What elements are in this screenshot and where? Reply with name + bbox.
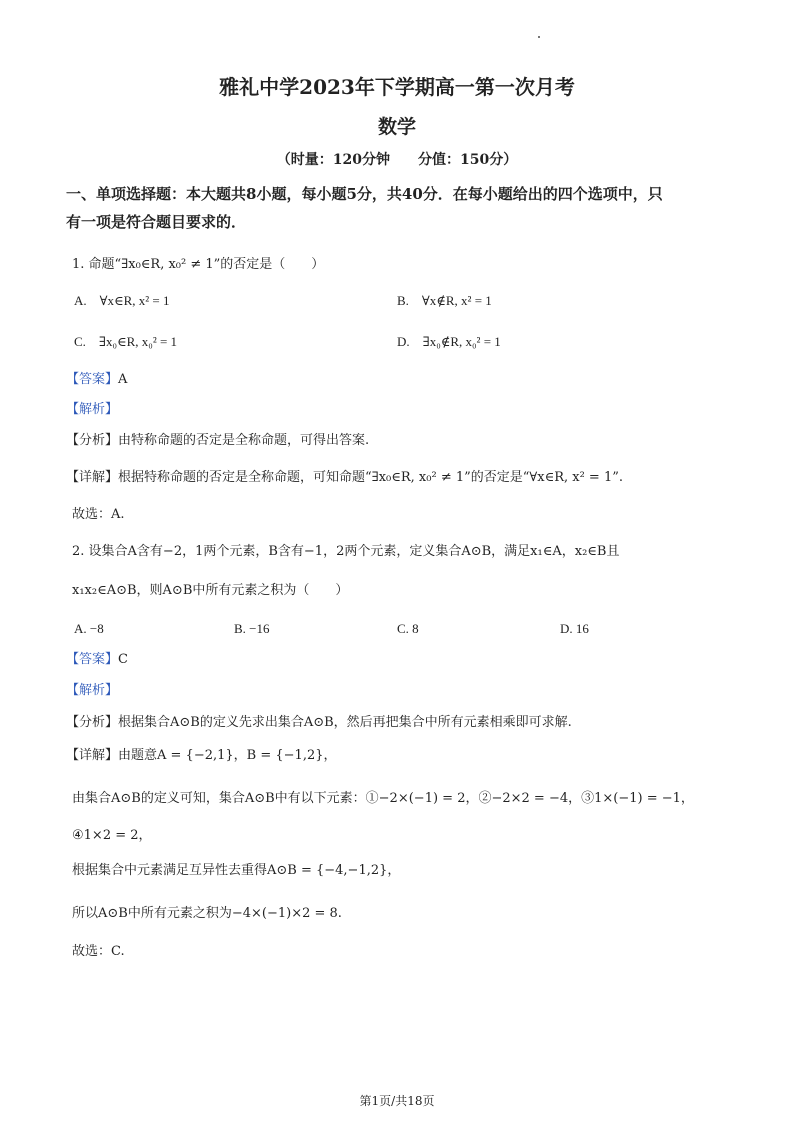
q2-option-a: A. −8 [74,621,104,636]
q1-answer-value: A [118,372,128,387]
section-heading-line1: 一、单项选择题：本大题共8小题，每小题5分，共40分．在每小题给出的四个选项中，只 [66,185,663,203]
q1-detail-text: 根据特称命题的否定是全称命题，可知命题“∃x₀∈R, x₀² ≠ 1”的否定是“∀x∈R, x² = 1”. [118,470,624,485]
answer-tag: 【答案】 [66,652,119,667]
q2-option-d: D. 16 [560,621,589,636]
answer-tag: 【答案】 [66,372,119,387]
q2-detail-text: 由题意A = {−2,1}，B = {−1,2}， [118,748,337,763]
q2-option-b: B. −16 [234,621,270,636]
q1-option-c: C. ∃x₀∈R, x₀² = 1 [74,334,178,349]
q1-fenxi-text: 由特称命题的否定是全称命题，可得出答案. [118,433,370,448]
detail-tag: 【详解】 [66,470,119,485]
q2-answer-value: C [118,652,128,667]
q2-dedupe-line: 根据集合中元素满足互异性去重得A⊙B = {−4,−1,2}， [72,863,401,878]
q2-stem-line2: x₁x₂∈A⊙B，则A⊙B中所有元素之积为（ ） [72,583,349,598]
q1-answer-line [66,371,127,389]
subject-title: 数学 [377,116,416,138]
q1-option-d: D. ∃x₀∉R, x₀² = 1 [397,334,501,349]
q2-stem-line1: 2. 设集合A含有−2，1两个元素，B含有−1，2两个元素，定义集合A⊙B，满足x₁∈A，x₂∈B且 [72,544,620,559]
q1-fenxi-line [66,432,369,450]
q2-analysis-tag: 【解析】 [66,683,119,698]
q2-detail-line [66,747,337,765]
fenxi-tag: 【分析】 [66,433,119,448]
q1-option-a: A. ∀x∈R, x² = 1 [74,293,170,308]
exam-meta: （时量：120分钟 分值：150分） [276,152,518,168]
q1-detail-line [66,469,623,487]
q2-definition-line: 由集合A⊙B的定义可知，集合A⊙B中有以下元素：①−2×(−1) = 2，②−2×2 = −4，③1×(−1) = −1， [72,791,694,806]
q1-stem: 1. 命题“∃x₀∈R, x₀² ≠ 1”的否定是（ ） [72,257,325,272]
page-number: 第1页/共18页 [359,1094,435,1108]
q1-choose: 故选：A. [72,507,125,522]
q2-product-line: 所以A⊙B中所有元素之积为−4×(−1)×2 = 8. [72,906,342,921]
q1-option-b: B. ∀x∉R, x² = 1 [397,293,492,308]
q2-fenxi-text: 根据集合A⊙B的定义先求出集合A⊙B，然后再把集合中所有元素相乘即可求解. [118,715,572,730]
q2-choose: 故选：C. [72,944,125,959]
section-heading-line2: 有一项是符合题目要求的． [66,213,247,231]
detail-tag: 【详解】 [66,748,119,763]
q2-fourth-element: ④1×2 = 2， [72,828,152,843]
fenxi-tag: 【分析】 [66,715,119,730]
exam-title: 雅礼中学2023年下学期高一第一次月考 [219,75,575,99]
q2-fenxi-line [66,714,572,732]
q2-answer-line [66,651,128,669]
q1-analysis-tag: 【解析】 [66,402,119,417]
scan-dot [538,36,540,38]
q2-option-c: C. 8 [397,621,419,636]
